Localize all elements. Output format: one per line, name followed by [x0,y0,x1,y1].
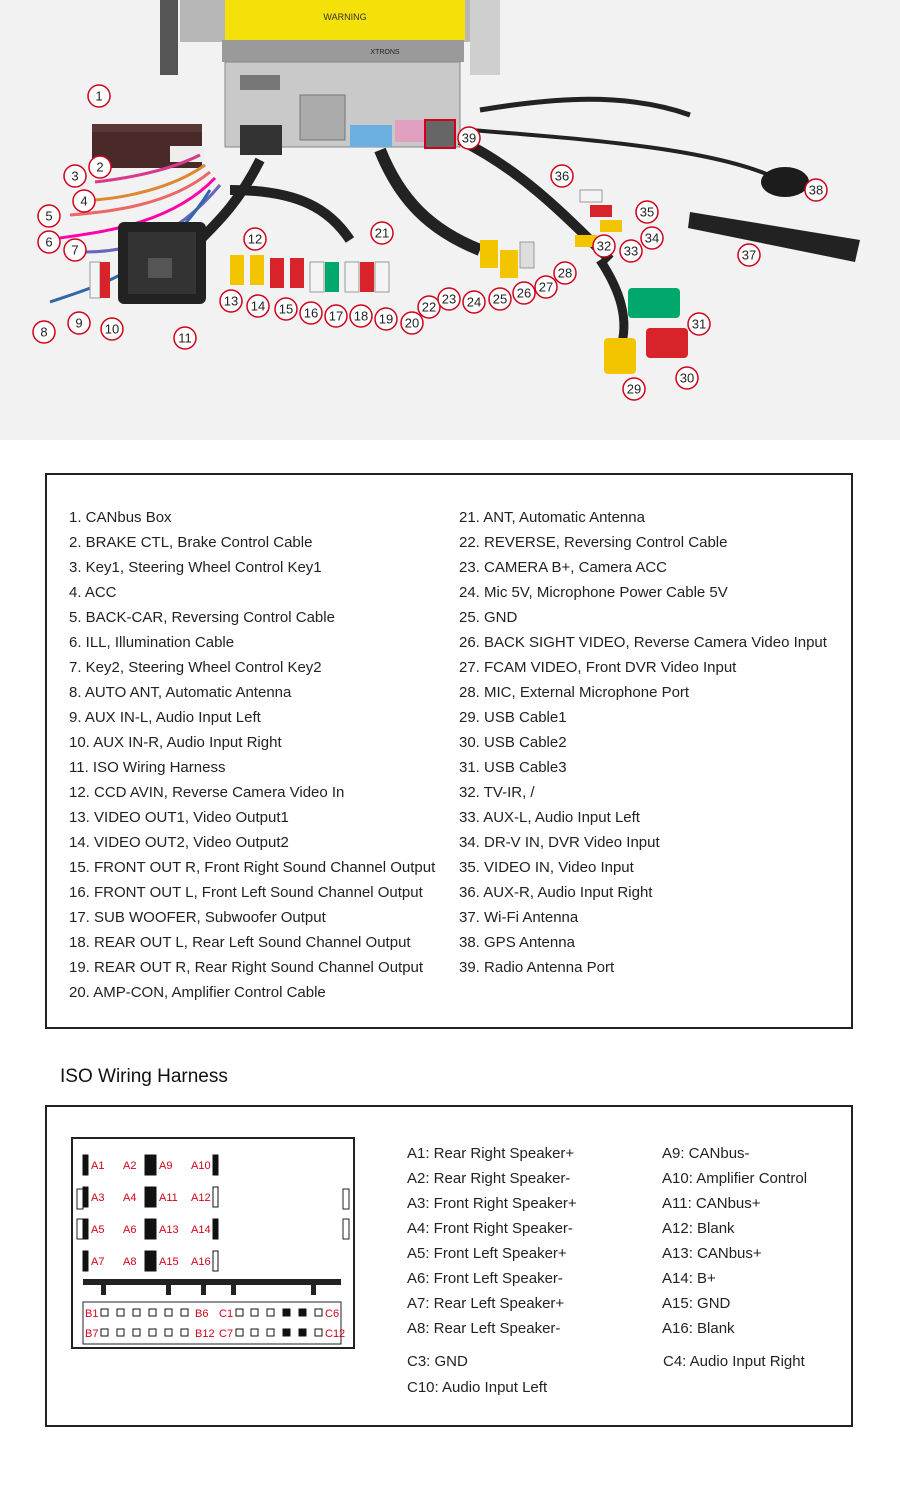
legend-item-right-15: 35. VIDEO IN, Video Input [459,859,634,876]
svg-text:21: 21 [374,225,390,241]
legend-item-right-18: 38. GPS Antenna [459,934,575,951]
callout-25 [489,288,511,310]
svg-text:14: 14 [250,298,266,314]
callout-33 [620,240,642,262]
svg-text:15: 15 [278,301,294,317]
unit-warning-text: WARNING [323,12,367,22]
legend-item-right-14: 34. DR-V IN, DVR Video Input [459,834,660,851]
pin-item-b-8: A16: Blank [662,1320,735,1337]
legend-column-left [69,505,449,1005]
connector-label-a1: A1 [91,1160,105,1172]
divider-tick-3 [201,1283,206,1295]
callout-22 [418,296,440,318]
connector-square-pin [283,1329,290,1336]
connector-pin-a11 [151,1187,156,1207]
callout-5 [38,205,60,227]
connector-square-pin [236,1309,243,1316]
pin-item-a-8: A8: Rear Left Speaker- [407,1320,561,1337]
callout-39 [458,127,480,149]
legend-item-left-12: 12. CCD AVIN, Reverse Camera Video In [69,784,345,801]
legend-item-left-1: 1. CANbus Box [69,509,172,526]
svg-text:2: 2 [96,159,104,175]
svg-text:7: 7 [71,242,79,258]
callout-21 [371,222,393,244]
svg-text:26: 26 [516,285,532,301]
legend-item-right-5: 25. GND [459,609,518,626]
callout-7 [64,239,86,261]
svg-text:35: 35 [639,204,655,220]
pin-item-b-2: A10: Amplifier Control [662,1170,808,1187]
callout-11 [174,327,196,349]
pin-item-a-4: A4: Front Right Speaker- [407,1220,573,1237]
svg-text:22: 22 [421,299,437,315]
pin-item-a-3: A3: Front Right Speaker+ [407,1195,577,1212]
connector-square-pin [267,1329,274,1336]
connector-pin-a14 [213,1219,218,1239]
callout-10 [101,318,123,340]
connector-square-pin [251,1309,258,1316]
svg-text:11: 11 [178,330,192,346]
legend-item-right-3: 23. CAMERA B+, Camera ACC [459,559,667,576]
legend-item-left-5: 5. BACK-CAR, Reversing Control Cable [69,609,335,626]
legend-item-left-6: 6. ILL, Illumination Cable [69,634,235,651]
connector-label-a8: A8 [123,1256,137,1268]
svg-text:9: 9 [75,315,83,331]
legend-item-right-6: 26. BACK SIGHT VIDEO, Reverse Camera Video Input [459,634,827,651]
connector-square-pin [283,1309,290,1316]
svg-text:37: 37 [741,247,757,263]
legend-item-right-2: 22. REVERSE, Reversing Control Cable [459,534,728,551]
callout-1 [88,85,110,107]
head-unit [160,0,500,155]
legend-item-right-8: 28. MIC, External Microphone Port [459,684,690,701]
connector-label-a7: A7 [91,1256,105,1268]
connector-notch-right-bottom [343,1219,349,1239]
svg-text:8: 8 [40,324,48,340]
legend-item-left-3: 3. Key1, Steering Wheel Control Key1 [69,559,322,576]
callout-29 [623,378,645,400]
legend-item-right-10: 30. USB Cable2 [459,734,567,751]
connector-square-pin [315,1309,322,1316]
legend-item-left-16: 16. FRONT OUT L, Front Left Sound Channel Output [69,884,423,901]
connector-square-pin [236,1329,243,1336]
connector-pin-a10 [213,1155,218,1175]
connector-pin-a12 [213,1187,218,1207]
svg-text:13: 13 [223,293,239,309]
svg-text:25: 25 [492,291,508,307]
legend-item-left-18: 18. REAR OUT L, Rear Left Sound Channel Output [69,934,411,951]
svg-text:27: 27 [538,279,554,295]
connector-square-pin [299,1329,306,1336]
connector-pin-a6 [145,1219,150,1239]
connector-label-b6: B6 [195,1308,209,1320]
connector-label-a3: A3 [91,1192,105,1204]
connector-square-pin [181,1329,188,1336]
callout-19 [375,308,397,330]
connector-label-a16: A16 [191,1256,211,1268]
callout-27 [535,276,557,298]
legend-item-left-20: 20. AMP-CON, Amplifier Control Cable [69,984,326,1001]
connector-label-a10: A10 [191,1160,211,1172]
unit-brand-text: XTRONS [370,49,400,56]
radio-antenna-port [425,120,455,148]
callout-15 [275,298,297,320]
callout-35 [636,201,658,223]
svg-text:4: 4 [80,193,88,209]
connector-square-pin [149,1309,156,1316]
legend-item-right-17: 37. Wi-Fi Antenna [459,909,579,926]
legend-item-left-10: 10. AUX IN-R, Audio Input Right [69,734,282,751]
connector-square-pin [165,1309,172,1316]
connector-label-a13: A13 [159,1224,179,1236]
connector-square-pin [117,1309,124,1316]
svg-text:17: 17 [328,308,344,324]
callout-6 [38,231,60,253]
legend-item-right-4: 24. Mic 5V, Microphone Power Cable 5V [459,584,728,601]
svg-text:28: 28 [557,265,573,281]
connector-notch-left-top [77,1189,83,1209]
connector-label-c12: C12 [325,1328,346,1340]
legend-item-right-7: 27. FCAM VIDEO, Front DVR Video Input [459,659,737,676]
connector-pin-a13 [151,1219,156,1239]
legend-item-left-9: 9. AUX IN-L, Audio Input Left [69,709,261,726]
connector-square-pin [101,1329,108,1336]
connector-pin-a16 [213,1251,218,1271]
svg-text:6: 6 [45,234,53,250]
pin-c10: C10: Audio Input Left [407,1379,548,1396]
divider-tick-2 [166,1283,171,1295]
pin-item-a-7: A7: Rear Left Speaker+ [407,1295,565,1312]
connector-label-c6: C6 [325,1308,340,1320]
callout-18 [350,305,372,327]
connector-notch-left-bottom [77,1219,83,1239]
legend-item-left-4: 4. ACC [69,584,117,601]
callout-13 [220,290,242,312]
legend-item-left-2: 2. BRAKE CTL, Brake Control Cable [69,534,313,551]
connector-label-a15: A15 [159,1256,179,1268]
legend-item-left-13: 13. VIDEO OUT1, Video Output1 [69,809,289,826]
legend-item-right-11: 31. USB Cable3 [459,759,567,776]
callout-14 [247,295,269,317]
callout-38 [805,179,827,201]
connector-label-b1: B1 [85,1308,99,1320]
connector-pin-a9 [151,1155,156,1175]
connector-label-c7: C7 [219,1328,234,1340]
svg-text:33: 33 [623,243,639,259]
callout-26 [513,282,535,304]
pin-item-b-5: A13: CANbus+ [662,1245,762,1262]
connector-square-pin [267,1309,274,1316]
legend-item-left-8: 8. AUTO ANT, Automatic Antenna [69,684,292,701]
wifi-antenna [688,212,860,262]
svg-text:24: 24 [466,294,482,310]
connector-label-a4: A4 [123,1192,137,1204]
callout-30 [676,367,698,389]
svg-text:20: 20 [404,315,420,331]
iso-connector-diagram [71,1137,355,1349]
legend-item-right-16: 36. AUX-R, Audio Input Right [459,884,653,901]
callout-34 [641,227,663,249]
pin-item-a-1: A1: Rear Right Speaker+ [407,1145,575,1162]
unit-connector-a [240,125,282,155]
connector-square-pin [181,1309,188,1316]
legend-item-left-7: 7. Key2, Steering Wheel Control Key2 [69,659,322,676]
svg-text:19: 19 [378,311,394,327]
connector-pin-a15 [151,1251,156,1271]
svg-text:29: 29 [626,381,642,397]
svg-text:32: 32 [596,238,612,254]
pin-c4: C4: Audio Input Right [663,1353,805,1370]
pin-list-a9-a16 [662,1141,807,1341]
svg-text:31: 31 [691,316,707,332]
connector-label-a14: A14 [191,1224,211,1236]
connector-square-pin [133,1329,140,1336]
svg-text:5: 5 [45,208,53,224]
connector-square-pin [149,1329,156,1336]
connector-square-pin [251,1329,258,1336]
connector-label-a2: A2 [123,1160,137,1172]
pin-item-a-6: A6: Front Left Speaker- [407,1270,563,1287]
legend-item-left-19: 19. REAR OUT R, Rear Right Sound Channel Output [69,959,424,976]
pin-item-a-5: A5: Front Left Speaker+ [407,1245,567,1262]
callout-17 [325,305,347,327]
connector-square-pin [133,1309,140,1316]
unit-connector-b [350,125,392,147]
connector-square-pin [117,1329,124,1336]
connector-label-a12: A12 [191,1192,211,1204]
connector-pin-a4 [145,1187,150,1207]
callout-23 [438,288,460,310]
connector-label-a6: A6 [123,1224,137,1236]
pin-item-b-6: A14: B+ [662,1270,716,1287]
pin-item-b-7: A15: GND [662,1295,731,1312]
iso-section-title: ISO Wiring Harness [60,1066,228,1087]
pin-list-a1-a8 [407,1141,577,1341]
legend-column-right [459,505,849,980]
legend-item-right-13: 33. AUX-L, Audio Input Left [459,809,640,826]
svg-text:36: 36 [554,168,570,184]
callout-36 [551,165,573,187]
wiring-photo [0,0,900,440]
svg-text:30: 30 [679,370,695,386]
connector-label-b7: B7 [85,1328,99,1340]
connector-label-c1: C1 [219,1308,234,1320]
pin-item-b-3: A11: CANbus+ [662,1195,761,1212]
connector-pin-a2 [145,1155,150,1175]
legend-item-left-17: 17. SUB WOOFER, Subwoofer Output [69,909,326,926]
svg-text:38: 38 [808,182,824,198]
pin-item-b-4: A12: Blank [662,1220,735,1237]
callout-16 [300,302,322,324]
legend-item-left-14: 14. VIDEO OUT2, Video Output2 [69,834,289,851]
connector-notch-right-top [343,1189,349,1209]
iso-pinout-box [45,1105,853,1427]
svg-text:3: 3 [71,168,79,184]
divider-tick-1 [101,1283,106,1295]
callout-3 [64,165,86,187]
svg-text:39: 39 [461,130,477,146]
svg-text:1: 1 [95,88,103,104]
divider-tick-5 [311,1283,316,1295]
pin-item-b-1: A9: CANbus- [662,1145,750,1162]
legend-item-left-11: 11. ISO Wiring Harness [69,759,226,776]
callout-8 [33,321,55,343]
legend-item-right-19: 39. Radio Antenna Port [459,959,615,976]
callout-37 [738,244,760,266]
callout-9 [68,312,90,334]
pin-c3: C3: GND [407,1353,468,1370]
callout-24 [463,291,485,313]
legend-item-right-12: 32. TV-IR, / [459,784,535,801]
connector-pin-a3 [83,1187,88,1207]
callout-2 [89,156,111,178]
svg-text:16: 16 [303,305,319,321]
legend-item-left-15: 15. FRONT OUT R, Front Right Sound Channel Output [69,859,436,876]
svg-text:18: 18 [353,308,369,324]
svg-text:12: 12 [247,231,263,247]
pin-item-a-2: A2: Rear Right Speaker- [407,1170,571,1187]
connector-pin-a7 [83,1251,88,1271]
connector-label-a5: A5 [91,1224,105,1236]
legend-item-right-9: 29. USB Cable1 [459,709,567,726]
callout-12 [244,228,266,250]
divider-tick-4 [231,1283,236,1295]
connector-label-b12: B12 [195,1328,215,1340]
legend-item-right-1: 21. ANT, Automatic Antenna [459,509,645,526]
connector-square-pin [101,1309,108,1316]
iso-plug [118,222,206,304]
connector-pin-a5 [83,1219,88,1239]
svg-text:23: 23 [441,291,457,307]
connector-square-pin [165,1329,172,1336]
connector-pin-a1 [83,1155,88,1175]
connector-pin-a8 [145,1251,150,1271]
connector-label-a11: A11 [159,1192,178,1204]
connector-square-pin [315,1329,322,1336]
callout-20 [401,312,423,334]
gps-antenna [761,167,809,197]
connector-label-a9: A9 [159,1160,173,1172]
callout-31 [688,313,710,335]
callout-32 [593,235,615,257]
svg-text:34: 34 [644,230,660,246]
callout-28 [554,262,576,284]
callout-4 [73,190,95,212]
connector-square-pin [299,1309,306,1316]
divider-bar [83,1279,341,1285]
svg-text:10: 10 [104,321,120,337]
connection-legend [45,473,853,1029]
